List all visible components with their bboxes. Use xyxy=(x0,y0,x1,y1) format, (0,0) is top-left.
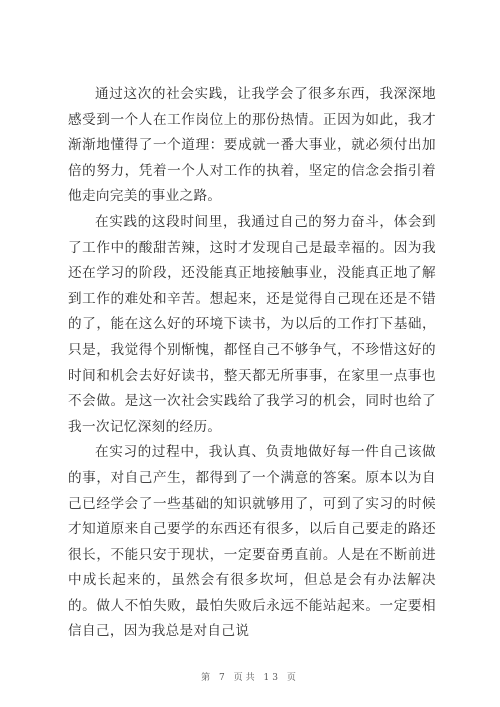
page-label-suffix: 页 xyxy=(286,673,299,683)
page-label-middle: 页共 xyxy=(233,673,258,683)
paragraph-3: 在实习的过程中，我认真、负责地做好每一件自己该做的事，对自己产生，都得到了一个满意的答案。原本以为自己已经学会了一些基础的知识就够用了，可到了实习的时候才知道原来自己要学的东西还有很多，以后自己要走的路还很长，不能只安于现状，一定要奋勇直前。人是在不断前进中成长起来的，虽然会有很多坎坷，但总是会有办法解决的。做人不怕失败，最怕失败后永远不能站起来。一定要相信自己，因为我总是对自己说 xyxy=(68,444,436,640)
paragraph-2: 在实践的这段时间里，我通过自己的努力奋斗，体会到了工作中的酸甜苦辣，这时才发现自己是最幸福的。因为我还在学习的阶段，还没能真正地接触事业，没能真正地了解到工作的难处和辛苦。想起来，还是觉得自己现在还是不错的了，能在这么好的环境下读书，为以后的工作打下基础，只是，我觉得个别惭愧，都怪自己不够争气，不珍惜这好的时间和机会去好好读书，整天都无所事事，在家里一点事也不会做。是这一次社会实践给了我学习的机会，同时也给了我一次记忆深刻的经历。 xyxy=(68,213,436,435)
current-page-number: 7 xyxy=(219,673,228,683)
page-label-prefix: 第 xyxy=(201,673,214,683)
paragraph-1: 通过这次的社会实践，让我学会了很多东西，我深深地感受到一个人在工作岗位上的那份热情。正因为如此，我才渐渐地懂得了一个道理：要成就一番大事业，就必须付出加倍的努力，凭着一个人对工作的执着，坚定的信念会指引着他走向完美的事业之路。 xyxy=(68,86,436,205)
total-pages-number: 13 xyxy=(263,673,281,683)
page-footer xyxy=(0,670,500,683)
document-body xyxy=(68,82,436,645)
